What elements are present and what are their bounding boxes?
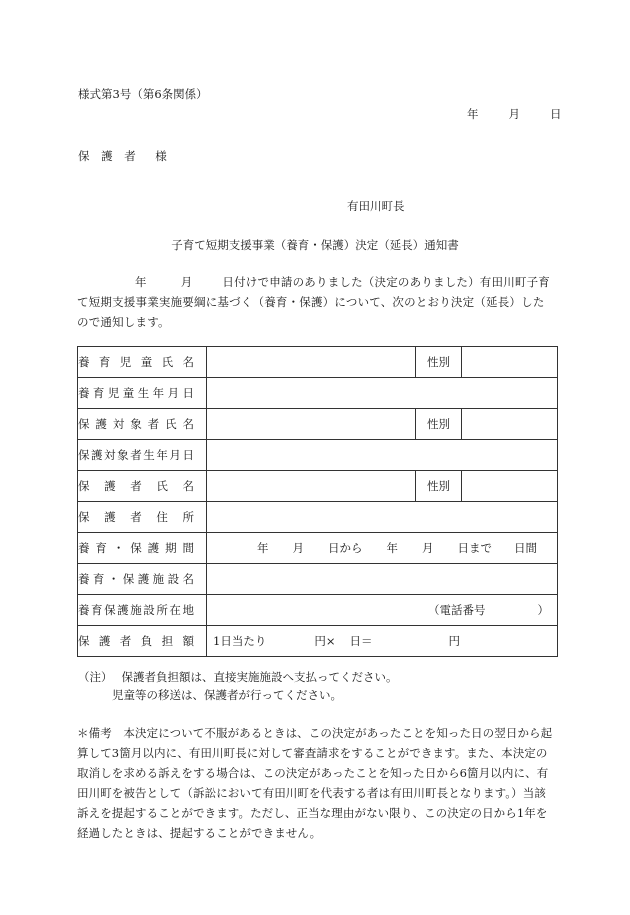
period-year-2: 年 bbox=[386, 541, 398, 555]
child-birth-field[interactable] bbox=[207, 378, 558, 409]
intro-month: 月 bbox=[180, 275, 193, 289]
document-title: 子育て短期支援事業（養育・保護）決定（延長）通知書 bbox=[171, 238, 459, 252]
period-field[interactable] bbox=[207, 533, 558, 564]
date-day: 日 bbox=[550, 107, 562, 121]
notes-line-1: 保護者負担額は、直接実施施設へ支払ってください。 bbox=[121, 670, 398, 684]
date-year: 年 bbox=[467, 107, 479, 121]
target-gender-field[interactable] bbox=[462, 409, 558, 440]
period-month-2: 月 bbox=[422, 541, 434, 555]
guardian-gender-label: 性別 bbox=[416, 471, 462, 502]
notes bbox=[78, 668, 398, 687]
issuer: 有田川町長 bbox=[347, 199, 405, 213]
date-line bbox=[467, 106, 562, 122]
intro-year: 年 bbox=[135, 275, 147, 289]
period-day-until: 日まで bbox=[457, 541, 492, 555]
target-name-field[interactable] bbox=[207, 409, 416, 440]
notification-table bbox=[77, 346, 558, 657]
facility-address-label: 養育保護施設所在地 bbox=[78, 603, 194, 617]
child-name-label: 養育児童氏名 bbox=[78, 355, 194, 369]
facility-name-label: 養育・保護施設名 bbox=[78, 572, 194, 586]
target-birth-field[interactable] bbox=[207, 440, 558, 471]
facility-address-field[interactable] bbox=[207, 595, 558, 626]
period-month-1: 月 bbox=[292, 541, 304, 555]
target-birth-label: 保護対象者生年月日 bbox=[78, 448, 194, 462]
form-number: 様式第3号（第6条関係） bbox=[78, 87, 208, 101]
recipient: 保 護 者 様 bbox=[78, 149, 171, 163]
period-label: 養育・保護期間 bbox=[78, 541, 194, 555]
burden-day-eq: 日＝ bbox=[349, 634, 373, 648]
guardian-gender-field[interactable] bbox=[462, 471, 558, 502]
target-name-label: 保護対象者氏名 bbox=[78, 417, 194, 431]
intro-text: 日付けで申請のありました（決定のありました）有田川町子育て短期支援事業実施要綱に基づく（養育・保護）について、次のとおり決定（延長）したので通知します。 bbox=[77, 275, 551, 329]
phone-close: ） bbox=[537, 603, 549, 617]
child-gender-label: 性別 bbox=[416, 347, 462, 378]
guardian-name-label: 保護者氏名 bbox=[78, 479, 194, 493]
child-gender-field[interactable] bbox=[462, 347, 558, 378]
child-birth-label: 養育児童生年月日 bbox=[78, 386, 194, 400]
period-year-1: 年 bbox=[257, 541, 269, 555]
guardian-address-field[interactable] bbox=[207, 502, 558, 533]
burden-yen: 円 bbox=[448, 634, 460, 648]
target-gender-label: 性別 bbox=[416, 409, 462, 440]
burden-yen-times: 円× bbox=[314, 634, 336, 648]
period-day-from: 日から bbox=[328, 541, 363, 555]
notes-line-2: 児童等の移送は、保護者が行ってください。 bbox=[112, 688, 342, 702]
remark-paragraph: ＊備考 本決定について不服があるときは、この決定があったことを知った日の翌日から起算して3箇月以内に、有田川町長に対して審査請求をすることができます。また、本決定の取消しを求める訴えをする場合は、この決定があったことを知った日から6箇月以内に、有田川町を被告として（訴訟において有田川町を代表する者は有田川町長となります。）当該訴えを提起することができます。ただし、正当な理由がない限り、この決定の日から1年を経過したときは、提起することができません。 bbox=[77, 726, 553, 840]
facility-name-field[interactable] bbox=[207, 564, 558, 595]
intro-paragraph bbox=[77, 272, 555, 332]
date-month: 月 bbox=[508, 107, 520, 121]
guardian-name-field[interactable] bbox=[207, 471, 416, 502]
child-name-field[interactable] bbox=[207, 347, 416, 378]
period-days: 日間 bbox=[514, 541, 537, 555]
burden-per-day: 1日当たり bbox=[213, 634, 267, 648]
burden-field[interactable] bbox=[207, 626, 558, 657]
burden-label: 保護者負担額 bbox=[78, 634, 194, 648]
guardian-address-label: 保護者住所 bbox=[78, 510, 194, 524]
phone-label: （電話番号 bbox=[428, 603, 486, 617]
notes-prefix: （注） bbox=[78, 670, 113, 684]
